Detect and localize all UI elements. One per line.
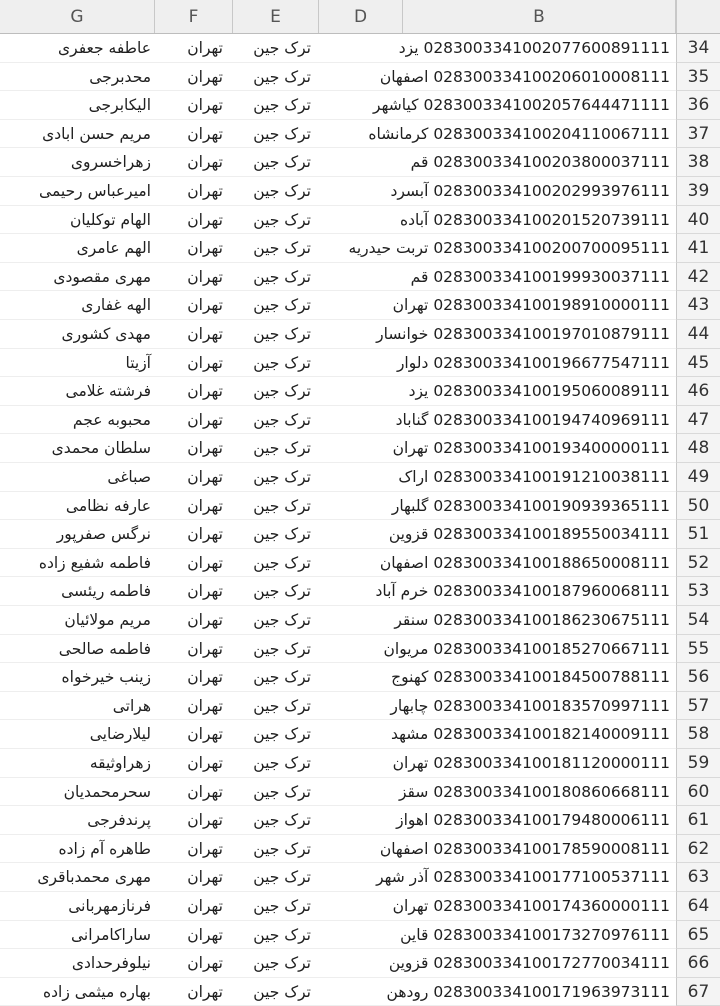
code-place-cell[interactable] bbox=[319, 434, 676, 463]
code-place-cell[interactable] bbox=[319, 463, 676, 492]
code-place-cell[interactable] bbox=[319, 949, 676, 978]
code-place-cell[interactable] bbox=[319, 63, 676, 92]
name-cell[interactable]: الهه غفاری bbox=[81, 296, 151, 315]
column-header-bar bbox=[0, 0, 720, 34]
code-place-cell[interactable] bbox=[319, 148, 676, 177]
city-cell[interactable]: تهران bbox=[187, 124, 223, 143]
table-row bbox=[0, 492, 720, 521]
row-number[interactable]: 36 bbox=[676, 91, 720, 120]
name-cell[interactable]: سحرمحمدیان bbox=[63, 782, 151, 801]
table-row bbox=[0, 177, 720, 206]
row-number[interactable]: 45 bbox=[676, 349, 720, 378]
code-text: 028300334100194740969111 bbox=[433, 410, 670, 429]
code-place-cell[interactable] bbox=[319, 349, 676, 378]
name-cell[interactable]: زینب خیرخواه bbox=[61, 668, 151, 687]
row-number[interactable]: 38 bbox=[676, 148, 720, 177]
name-cell[interactable]: مریم مولائیان bbox=[64, 611, 151, 629]
row-number[interactable]: 60 bbox=[676, 778, 720, 807]
column-header-f[interactable]: F bbox=[155, 0, 233, 33]
city-cell[interactable]: تهران bbox=[187, 296, 223, 315]
brand-cell[interactable]: ترک جین bbox=[253, 39, 311, 57]
city-cell[interactable]: تهران bbox=[187, 696, 223, 715]
name-cell[interactable]: زهراخسروی bbox=[70, 153, 151, 172]
row-number[interactable]: 64 bbox=[676, 892, 720, 921]
brand-cell[interactable]: ترک جین bbox=[253, 267, 311, 286]
city-cell[interactable]: تهران bbox=[187, 382, 223, 401]
city-cell[interactable]: تهران bbox=[187, 439, 223, 458]
brand-cell[interactable]: ترک جین bbox=[253, 296, 311, 315]
brand-cell[interactable]: ترک جین bbox=[253, 868, 311, 887]
brand-cell[interactable]: ترک جین bbox=[253, 811, 311, 830]
city-cell[interactable]: تهران bbox=[187, 553, 223, 572]
row-number[interactable]: 66 bbox=[676, 949, 720, 978]
row-number[interactable]: 58 bbox=[676, 720, 720, 749]
code-text: 028300334100179480006111 bbox=[433, 811, 670, 830]
code-place-cell[interactable] bbox=[319, 320, 676, 349]
row-number[interactable]: 57 bbox=[676, 692, 720, 721]
code-text: 028300334100199930037111 bbox=[433, 267, 670, 286]
table-row bbox=[0, 291, 720, 320]
code-text: 028300334100186230675111 bbox=[433, 611, 670, 629]
row-number[interactable]: 52 bbox=[676, 549, 720, 578]
brand-cell[interactable]: ترک جین bbox=[253, 468, 311, 486]
name-cell[interactable]: محبوبه عجم bbox=[72, 410, 151, 429]
table-row bbox=[0, 921, 720, 950]
brand-cell[interactable]: ترک جین bbox=[253, 325, 311, 343]
city-cell[interactable]: تهران bbox=[187, 96, 223, 115]
city-cell[interactable]: تهران bbox=[187, 325, 223, 343]
code-place-cell[interactable] bbox=[319, 34, 676, 63]
code-text: 028300334100195060089111 bbox=[433, 382, 670, 401]
row-number[interactable]: 56 bbox=[676, 663, 720, 692]
place-text: اصفهان bbox=[379, 553, 429, 572]
brand-cell[interactable]: ترک جین bbox=[253, 124, 311, 143]
row-number[interactable]: 50 bbox=[676, 492, 720, 521]
place-text: آذر شهر bbox=[376, 868, 429, 887]
city-cell[interactable]: تهران bbox=[187, 668, 223, 687]
brand-cell[interactable]: ترک جین bbox=[253, 410, 311, 429]
row-number[interactable]: 49 bbox=[676, 463, 720, 492]
city-cell[interactable]: تهران bbox=[187, 811, 223, 830]
name-cell[interactable]: محدبرجی bbox=[89, 67, 151, 86]
city-cell[interactable]: تهران bbox=[187, 897, 223, 915]
city-cell[interactable]: تهران bbox=[187, 954, 223, 973]
row-number[interactable]: 61 bbox=[676, 806, 720, 835]
city-cell[interactable]: تهران bbox=[187, 267, 223, 286]
brand-cell[interactable]: ترک جین bbox=[253, 182, 311, 200]
code-text: 028300334100203800037111 bbox=[433, 153, 670, 172]
row-number[interactable]: 51 bbox=[676, 520, 720, 549]
brand-cell[interactable]: ترک جین bbox=[253, 839, 311, 858]
code-place-cell[interactable] bbox=[319, 806, 676, 835]
brand-cell[interactable]: ترک جین bbox=[253, 525, 311, 544]
code-place-cell[interactable] bbox=[319, 749, 676, 778]
table-row bbox=[0, 978, 720, 1006]
row-number[interactable]: 41 bbox=[676, 234, 720, 263]
row-number[interactable]: 40 bbox=[676, 206, 720, 235]
name-cell[interactable]: نیلوفرحدادی bbox=[71, 954, 151, 973]
table-row bbox=[0, 635, 720, 664]
code-text: 028300334100202993976111 bbox=[433, 182, 670, 200]
code-text: 028300334100200700095111 bbox=[433, 239, 670, 258]
place-text: یزد bbox=[408, 382, 429, 401]
city-cell[interactable]: تهران bbox=[187, 182, 223, 200]
table-row bbox=[0, 806, 720, 835]
table-row bbox=[0, 234, 720, 263]
city-cell[interactable]: تهران bbox=[187, 639, 223, 658]
row-number[interactable]: 48 bbox=[676, 434, 720, 463]
city-cell[interactable]: تهران bbox=[187, 353, 223, 372]
table-row bbox=[0, 320, 720, 349]
brand-cell[interactable]: ترک جین bbox=[253, 754, 311, 772]
brand-cell[interactable]: ترک جین bbox=[253, 897, 311, 915]
row-number[interactable]: 39 bbox=[676, 177, 720, 206]
code-text: 028300334100193400000111 bbox=[433, 439, 670, 458]
place-text: یزد bbox=[398, 39, 419, 57]
brand-cell[interactable]: ترک جین bbox=[253, 782, 311, 801]
select-all-corner[interactable] bbox=[676, 0, 720, 33]
place-text: کهنوج bbox=[391, 668, 429, 687]
brand-cell[interactable]: ترک جین bbox=[253, 210, 311, 229]
city-cell[interactable]: تهران bbox=[187, 67, 223, 86]
place-text: تهران bbox=[392, 296, 429, 315]
column-header-d[interactable]: D bbox=[319, 0, 403, 33]
city-cell[interactable]: تهران bbox=[187, 410, 223, 429]
code-text: 028300334100185270667111 bbox=[433, 639, 670, 658]
brand-cell[interactable]: ترک جین bbox=[253, 553, 311, 572]
table-row bbox=[0, 835, 720, 864]
code-place-cell[interactable] bbox=[319, 635, 676, 664]
table-row bbox=[0, 406, 720, 435]
place-text: خوانسار bbox=[376, 325, 429, 343]
row-number[interactable]: 47 bbox=[676, 406, 720, 435]
table-row bbox=[0, 120, 720, 149]
place-text: خرم آباد bbox=[375, 582, 429, 601]
brand-cell[interactable]: ترک جین bbox=[253, 582, 311, 601]
table-row bbox=[0, 692, 720, 721]
place-text: قاین bbox=[400, 925, 429, 944]
city-cell[interactable]: تهران bbox=[187, 210, 223, 229]
code-text: 028300334100172770034111 bbox=[433, 954, 670, 973]
row-number[interactable]: 44 bbox=[676, 320, 720, 349]
place-text: سنقر bbox=[394, 611, 429, 629]
city-cell[interactable]: تهران bbox=[187, 754, 223, 772]
place-text: سقز bbox=[398, 782, 429, 801]
code-text: 028300334100201520739111 bbox=[433, 210, 670, 229]
table-row bbox=[0, 778, 720, 807]
name-cell[interactable]: فاطمه صالحی bbox=[58, 639, 151, 658]
code-text: 028300334100197010879111 bbox=[433, 325, 670, 343]
brand-cell[interactable]: ترک جین bbox=[253, 353, 311, 372]
city-cell[interactable]: تهران bbox=[187, 839, 223, 858]
place-text: گلبهار bbox=[391, 496, 429, 515]
code-place-cell[interactable] bbox=[319, 921, 676, 950]
code-place-cell[interactable] bbox=[319, 206, 676, 235]
city-cell[interactable]: تهران bbox=[187, 239, 223, 258]
city-cell[interactable]: تهران bbox=[187, 782, 223, 801]
place-text: مریوان bbox=[383, 639, 429, 658]
brand-cell[interactable]: ترک جین bbox=[253, 496, 311, 515]
name-cell[interactable]: ساراکامرانی bbox=[71, 925, 151, 944]
table-row bbox=[0, 434, 720, 463]
row-number[interactable]: 43 bbox=[676, 291, 720, 320]
code-text: 028300334100182140009111 bbox=[433, 725, 670, 744]
table-row bbox=[0, 34, 720, 63]
code-place-cell[interactable] bbox=[319, 177, 676, 206]
name-cell[interactable]: لیلارضایی bbox=[89, 725, 151, 744]
code-place-cell[interactable] bbox=[319, 978, 676, 1006]
code-text: 028300334100198910000111 bbox=[433, 296, 670, 315]
code-place-cell[interactable] bbox=[319, 520, 676, 549]
code-text: 028300334100178590008111 bbox=[433, 839, 670, 858]
city-cell[interactable]: تهران bbox=[187, 582, 223, 601]
code-place-cell[interactable] bbox=[319, 291, 676, 320]
table-row bbox=[0, 863, 720, 892]
table-row bbox=[0, 892, 720, 921]
table-row bbox=[0, 349, 720, 378]
table-row bbox=[0, 463, 720, 492]
place-text: تهران bbox=[392, 439, 429, 458]
place-text: چابهار bbox=[390, 696, 429, 715]
name-cell[interactable]: عاطفه جعفری bbox=[58, 39, 151, 57]
place-text: دلوار bbox=[396, 353, 429, 372]
name-cell[interactable]: الیکابرجی bbox=[88, 96, 151, 115]
code-place-cell[interactable] bbox=[319, 263, 676, 292]
code-place-cell[interactable] bbox=[319, 835, 676, 864]
name-cell[interactable]: زهراوثیقه bbox=[89, 754, 151, 772]
brand-cell[interactable]: ترک جین bbox=[253, 725, 311, 744]
table-row bbox=[0, 949, 720, 978]
code-text: 028300334100191210038111 bbox=[433, 468, 670, 486]
code-place-cell[interactable] bbox=[319, 120, 676, 149]
code-text: 028300334100204110067111 bbox=[433, 124, 670, 143]
code-text: 028300334100180860668111 bbox=[433, 782, 670, 801]
place-text: قزوین bbox=[388, 954, 429, 973]
brand-cell[interactable]: ترک جین bbox=[253, 925, 311, 944]
place-text: تهران bbox=[392, 754, 429, 772]
city-cell[interactable]: تهران bbox=[187, 725, 223, 744]
table-row bbox=[0, 263, 720, 292]
name-cell[interactable]: نرگس صفرپور bbox=[56, 525, 151, 544]
place-text: آباده bbox=[400, 210, 429, 229]
code-text: 028300334100177100537111 bbox=[433, 868, 670, 887]
table-row bbox=[0, 577, 720, 606]
name-cell[interactable]: الهام توکلیان bbox=[69, 210, 151, 229]
place-text: مشهد bbox=[390, 725, 429, 744]
brand-cell[interactable]: ترک جین bbox=[253, 96, 311, 115]
city-cell[interactable]: تهران bbox=[187, 868, 223, 887]
code-place-cell[interactable] bbox=[319, 577, 676, 606]
row-number[interactable]: 55 bbox=[676, 635, 720, 664]
city-cell[interactable]: تهران bbox=[187, 925, 223, 944]
row-number[interactable]: 67 bbox=[676, 978, 720, 1006]
column-header-e[interactable]: E bbox=[233, 0, 319, 33]
table-row bbox=[0, 377, 720, 406]
city-cell[interactable]: تهران bbox=[187, 611, 223, 629]
place-text: آبسرد bbox=[390, 182, 429, 200]
code-text: 028300334100183570997111 bbox=[433, 696, 670, 715]
name-cell[interactable]: مهدی کشوری bbox=[61, 325, 151, 343]
name-cell[interactable]: فاطمه ریئسی bbox=[61, 582, 151, 601]
table-row bbox=[0, 749, 720, 778]
name-cell[interactable]: هراتی bbox=[112, 696, 151, 715]
name-cell[interactable]: صباغی bbox=[107, 468, 151, 486]
table-row bbox=[0, 63, 720, 92]
row-number[interactable]: 54 bbox=[676, 606, 720, 635]
brand-cell[interactable]: ترک جین bbox=[253, 153, 311, 172]
code-text: 0283003341002077600891111 bbox=[423, 39, 670, 57]
name-cell[interactable]: فرنازمهربانی bbox=[68, 897, 151, 915]
code-text: 028300334100196677547111 bbox=[433, 353, 670, 372]
row-number[interactable]: 35 bbox=[676, 63, 720, 92]
name-cell[interactable]: عارفه نظامی bbox=[65, 496, 151, 515]
brand-cell[interactable]: ترک جین bbox=[253, 696, 311, 715]
column-header-b[interactable]: B bbox=[403, 0, 676, 33]
row-number[interactable]: 37 bbox=[676, 120, 720, 149]
name-cell[interactable]: فاطمه شفیع زاده bbox=[38, 553, 151, 572]
code-place-cell[interactable] bbox=[319, 892, 676, 921]
city-cell[interactable]: تهران bbox=[187, 982, 223, 1001]
code-place-cell[interactable] bbox=[319, 692, 676, 721]
brand-cell[interactable]: ترک جین bbox=[253, 239, 311, 258]
city-cell[interactable]: تهران bbox=[187, 525, 223, 544]
name-cell[interactable]: طاهره آم زاده bbox=[58, 839, 151, 858]
name-cell[interactable]: پرندفرجی bbox=[87, 811, 151, 830]
name-cell[interactable]: مهری محمدباقری bbox=[37, 868, 151, 887]
table-row bbox=[0, 206, 720, 235]
row-number[interactable]: 63 bbox=[676, 863, 720, 892]
city-cell[interactable]: تهران bbox=[187, 39, 223, 57]
code-place-cell[interactable] bbox=[319, 234, 676, 263]
place-text: کیاشهر bbox=[373, 96, 419, 115]
code-text: 028300334100187960068111 bbox=[433, 582, 670, 601]
code-text: 028300334100174360000111 bbox=[433, 897, 670, 915]
name-cell[interactable]: آزیتا bbox=[125, 353, 151, 372]
brand-cell[interactable]: ترک جین bbox=[253, 954, 311, 973]
code-text: 028300334100171963973111 bbox=[433, 982, 670, 1001]
code-place-cell[interactable] bbox=[319, 606, 676, 635]
place-text: تهران bbox=[392, 897, 429, 915]
row-number[interactable]: 46 bbox=[676, 377, 720, 406]
city-cell[interactable]: تهران bbox=[187, 496, 223, 515]
table-row bbox=[0, 606, 720, 635]
code-place-cell[interactable] bbox=[319, 377, 676, 406]
row-number[interactable]: 34 bbox=[676, 34, 720, 63]
table-row bbox=[0, 91, 720, 120]
code-text: 028300334100173270976111 bbox=[433, 925, 670, 944]
place-text: اهواز bbox=[396, 811, 429, 830]
row-number[interactable]: 62 bbox=[676, 835, 720, 864]
name-cell[interactable]: الهم عامری bbox=[76, 239, 151, 258]
code-place-cell[interactable] bbox=[319, 863, 676, 892]
code-place-cell[interactable] bbox=[319, 663, 676, 692]
brand-cell[interactable]: ترک جین bbox=[253, 982, 311, 1001]
name-cell[interactable]: سلطان محمدی bbox=[51, 439, 151, 458]
place-text: قم bbox=[410, 153, 429, 172]
place-text: رودهن bbox=[386, 982, 429, 1001]
name-cell[interactable]: مریم حسن ابادی bbox=[42, 124, 151, 143]
brand-cell[interactable]: ترک جین bbox=[253, 382, 311, 401]
row-number[interactable]: 53 bbox=[676, 577, 720, 606]
place-text: اراک bbox=[398, 468, 429, 486]
code-place-cell[interactable] bbox=[319, 778, 676, 807]
name-cell[interactable]: فرشته غلامی bbox=[65, 382, 151, 401]
code-text: 028300334100206010008111 bbox=[433, 67, 670, 86]
place-text: تربت حیدریه bbox=[348, 239, 429, 258]
code-place-cell[interactable] bbox=[319, 549, 676, 578]
row-number[interactable]: 42 bbox=[676, 263, 720, 292]
column-header-g[interactable]: G bbox=[0, 0, 155, 33]
place-text: قم bbox=[410, 267, 429, 286]
table-row bbox=[0, 663, 720, 692]
place-text: گناباد bbox=[395, 410, 429, 429]
name-cell[interactable]: امیرعباس رحیمی bbox=[39, 182, 151, 200]
table-row bbox=[0, 148, 720, 177]
place-text: قزوین bbox=[388, 525, 429, 544]
city-cell[interactable]: تهران bbox=[187, 153, 223, 172]
name-cell[interactable]: مهری مقصودی bbox=[53, 267, 151, 286]
code-text: 028300334100184500788111 bbox=[433, 668, 670, 687]
place-text: اصفهان bbox=[379, 839, 429, 858]
code-text: 028300334100188650008111 bbox=[433, 553, 670, 572]
code-place-cell[interactable] bbox=[319, 720, 676, 749]
brand-cell[interactable]: ترک جین bbox=[253, 639, 311, 658]
brand-cell[interactable]: ترک جین bbox=[253, 67, 311, 86]
name-cell[interactable]: بهاره میثمی زاده bbox=[43, 982, 151, 1001]
code-text: 028300334100181120000111 bbox=[433, 754, 670, 772]
table-row bbox=[0, 549, 720, 578]
code-place-cell[interactable] bbox=[319, 492, 676, 521]
row-number[interactable]: 65 bbox=[676, 921, 720, 950]
row-number[interactable]: 59 bbox=[676, 749, 720, 778]
brand-cell[interactable]: ترک جین bbox=[253, 439, 311, 458]
brand-cell[interactable]: ترک جین bbox=[253, 611, 311, 629]
code-text: 0283003341002057644471111 bbox=[423, 96, 670, 115]
code-place-cell[interactable] bbox=[319, 91, 676, 120]
code-place-cell[interactable] bbox=[319, 406, 676, 435]
city-cell[interactable]: تهران bbox=[187, 468, 223, 486]
table-row bbox=[0, 520, 720, 549]
code-text: 028300334100189550034111 bbox=[433, 525, 670, 544]
place-text: اصفهان bbox=[379, 67, 429, 86]
table-row bbox=[0, 720, 720, 749]
place-text: کرمانشاه bbox=[368, 124, 429, 143]
brand-cell[interactable]: ترک جین bbox=[253, 668, 311, 687]
code-text: 028300334100190939365111 bbox=[433, 496, 670, 515]
